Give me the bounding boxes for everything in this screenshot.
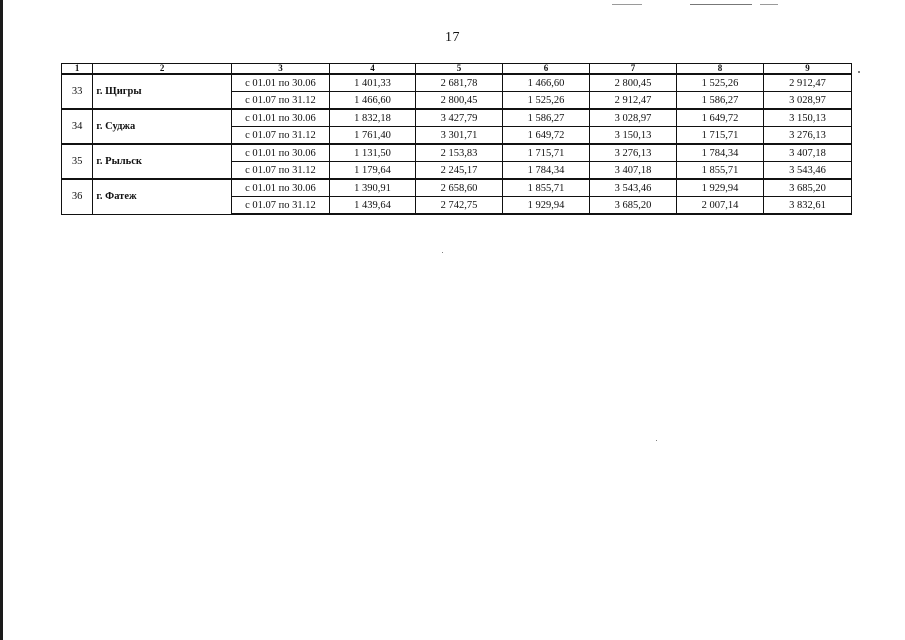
period-cell: с 01.07 по 31.12 — [231, 92, 329, 110]
period-cell: с 01.01 по 30.06 — [231, 74, 329, 92]
value-cell: 2 800,45 — [589, 74, 676, 92]
row-number-cell: 35 — [62, 144, 93, 179]
value-cell: 2 912,47 — [589, 92, 676, 110]
page-number: 17 — [445, 30, 460, 45]
row-number-cell: 36 — [62, 179, 93, 214]
value-cell: 3 407,18 — [589, 162, 676, 180]
value-cell: 3 276,13 — [763, 127, 851, 145]
value-cell: 1 466,60 — [502, 74, 589, 92]
value-cell: 1 784,34 — [502, 162, 589, 180]
value-cell: 1 784,34 — [676, 144, 763, 162]
city-name-cell: г. Щигры — [93, 74, 232, 109]
value-cell: 1 586,27 — [676, 92, 763, 110]
value-cell: 1 929,94 — [676, 179, 763, 197]
value-cell: 1 855,71 — [502, 179, 589, 197]
table-row — [62, 109, 852, 127]
value-cell: 3 028,97 — [763, 92, 851, 110]
value-cell: 1 390,91 — [330, 179, 416, 197]
city-name-cell: г. Фатеж — [93, 179, 232, 214]
value-cell: 3 150,13 — [763, 109, 851, 127]
scan-speck — [858, 71, 860, 73]
value-cell: 3 407,18 — [763, 144, 851, 162]
value-cell: 2 742,75 — [416, 197, 503, 215]
scan-border — [0, 0, 3, 640]
period-cell: с 01.07 по 31.12 — [231, 162, 329, 180]
value-cell: 1 439,64 — [330, 197, 416, 215]
value-cell: 3 150,13 — [589, 127, 676, 145]
value-cell: 2 007,14 — [676, 197, 763, 215]
value-cell: 3 832,61 — [763, 197, 851, 215]
value-cell: 3 028,97 — [589, 109, 676, 127]
value-cell: 1 525,26 — [502, 92, 589, 110]
tariff-table — [61, 63, 852, 215]
table-row — [62, 74, 852, 92]
header-cell: 5 — [416, 64, 503, 75]
period-cell: с 01.07 по 31.12 — [231, 197, 329, 215]
value-cell: 3 301,71 — [416, 127, 503, 145]
value-cell: 3 427,79 — [416, 109, 503, 127]
value-cell: 1 761,40 — [330, 127, 416, 145]
header-cell: 7 — [589, 64, 676, 75]
scan-mark — [690, 4, 752, 5]
value-cell: 2 153,83 — [416, 144, 503, 162]
value-cell: 2 245,17 — [416, 162, 503, 180]
header-cell: 4 — [330, 64, 416, 75]
value-cell: 1 586,27 — [502, 109, 589, 127]
value-cell: 3 276,13 — [589, 144, 676, 162]
header-cell: 1 — [62, 64, 93, 75]
city-name-cell: г. Рыльск — [93, 144, 232, 179]
row-number-cell: 33 — [62, 74, 93, 109]
value-cell: 1 466,60 — [330, 92, 416, 110]
value-cell: 3 685,20 — [589, 197, 676, 215]
value-cell: 1 929,94 — [502, 197, 589, 215]
value-cell: 1 131,50 — [330, 144, 416, 162]
scan-speck — [442, 252, 443, 253]
value-cell: 1 832,18 — [330, 109, 416, 127]
table-body — [62, 64, 852, 215]
period-cell: с 01.07 по 31.12 — [231, 127, 329, 145]
value-cell: 1 649,72 — [676, 109, 763, 127]
value-cell: 2 912,47 — [763, 74, 851, 92]
value-cell: 1 855,71 — [676, 162, 763, 180]
value-cell: 2 800,45 — [416, 92, 503, 110]
value-cell: 1 715,71 — [502, 144, 589, 162]
header-cell: 6 — [502, 64, 589, 75]
table-row — [62, 179, 852, 197]
header-cell: 9 — [763, 64, 851, 75]
scan-mark — [612, 4, 642, 5]
value-cell: 1 179,64 — [330, 162, 416, 180]
scan-speck — [656, 440, 657, 441]
value-cell: 1 525,26 — [676, 74, 763, 92]
header-cell: 3 — [231, 64, 329, 75]
value-cell: 3 543,46 — [763, 162, 851, 180]
value-cell: 3 685,20 — [763, 179, 851, 197]
table-row — [62, 144, 852, 162]
value-cell: 1 401,33 — [330, 74, 416, 92]
value-cell: 3 543,46 — [589, 179, 676, 197]
city-name-cell: г. Суджа — [93, 109, 232, 144]
header-cell: 2 — [93, 64, 232, 75]
scan-mark — [760, 4, 778, 5]
value-cell: 1 649,72 — [502, 127, 589, 145]
period-cell: с 01.01 по 30.06 — [231, 144, 329, 162]
value-cell: 2 681,78 — [416, 74, 503, 92]
header-cell: 8 — [676, 64, 763, 75]
table-header-row — [62, 64, 852, 75]
period-cell: с 01.01 по 30.06 — [231, 179, 329, 197]
value-cell: 1 715,71 — [676, 127, 763, 145]
value-cell: 2 658,60 — [416, 179, 503, 197]
period-cell: с 01.01 по 30.06 — [231, 109, 329, 127]
row-number-cell: 34 — [62, 109, 93, 144]
